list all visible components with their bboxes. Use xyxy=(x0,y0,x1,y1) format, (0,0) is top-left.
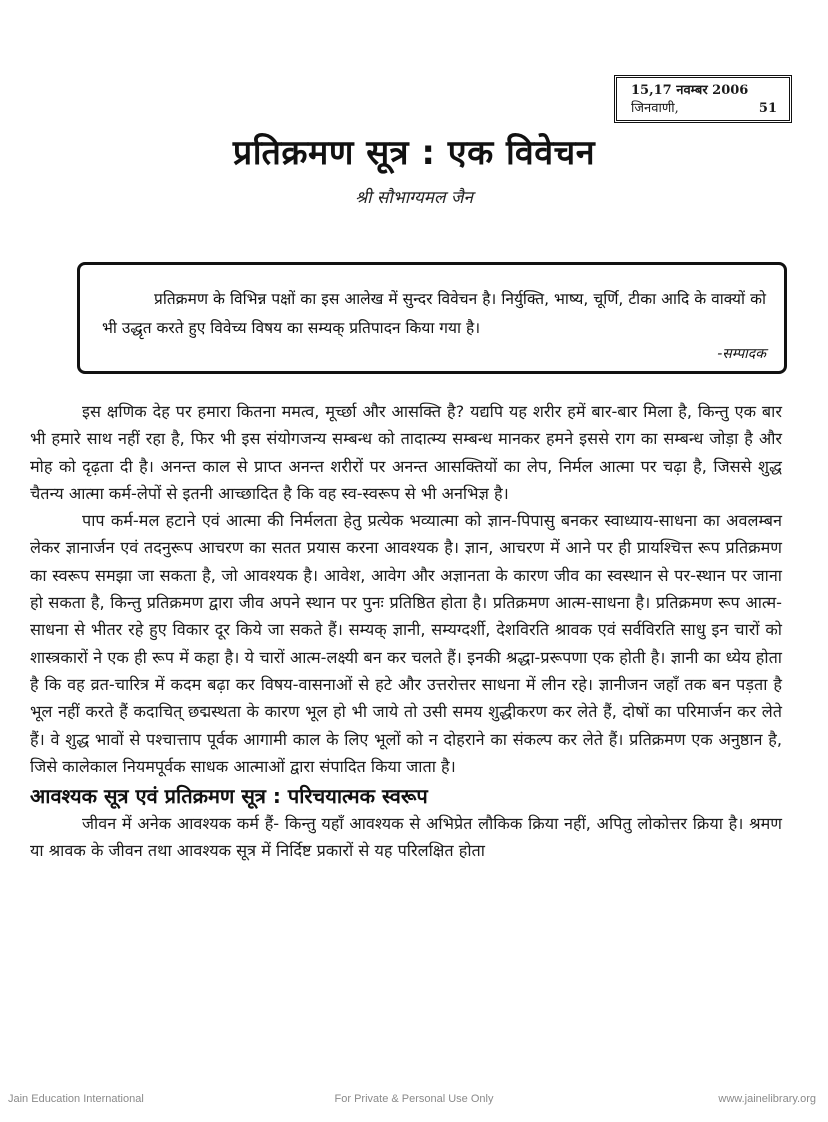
publication-name: जिनवाणी, xyxy=(631,101,679,116)
article-body xyxy=(30,398,782,865)
body-paragraph-1: इस क्षणिक देह पर हमारा कितना ममत्व, मूर्च्छा और आसक्ति है? यद्यपि यह शरीर हमें बार-बार मिला है, किन्तु एक बार भी हमारे साथ नहीं रहा है, फिर भी इस संयोगजन्य सम्बन्ध को तादात्म्य सम्बन्ध मानकर हमने इससे राग का सम्बन्ध जोड़ा है और मोह को दृढ़ता दी है। अनन्त काल से प्राप्त अनन्त शरीरों पर अनन्त आसक्तियों का लेप, निर्मल आत्मा पर चढ़ा है, जिससे शुद्ध चैतन्य आत्मा कर्म-लेपों से इतनी आच्छादित है कि वह स्व-स्वरूप से भी अनभिज्ञ है। xyxy=(30,402,782,503)
body-paragraph-2: पाप कर्म-मल हटाने एवं आत्मा की निर्मलता हेतु प्रत्येक भव्यात्मा को ज्ञान-पिपासु बनकर स्वाध्याय-साधना का अवलम्बन लेकर ज्ञानार्जन एवं तदनुरूप आचरण का सतत प्रयास करना आवश्यक है। ज्ञान, आचरण में आने पर ही प्रायश्चित्त रूप प्रतिक्रमण का स्वरूप समझा जा सकता है, जो आवश्यक है। आवेश, आवेग और अज्ञानता के कारण जीव का स्वस्थान से पर-स्थान पर जाना हो सकता है, किन्तु प्रतिक्रमण द्वारा जीव अपने स्थान पर पुनः प्रतिष्ठित होता है। प्रतिक्रमण आत्म-साधना है। प्रतिक्रमण रूप आत्म-साधना से भीतर रहे हुए विकार दूर किये जा सकते हैं। सम्यक् ज्ञानी, सम्यग्दर्शी, देशविरति श्रावक एवं सर्वविरति साधु इन चारों को शास्त्रकारों ने एक ही रूप में कहा है। ये चारों आत्म-लक्ष्यी बन कर चलते हैं। इनकी श्रद्धा-प्ररूपणा एक होती है। ज्ञानी का ध्येय होता है कि वह व्रत-चारित्र में कदम बढ़ा कर विषय-वासनाओं से हटे और उत्तरोत्तर साधना में लीन रहे। ज्ञानीजन जहाँ तक बन पड़ता है भूल नहीं करते हैं कदाचित् छद्मस्थता के कारण भूल हो भी जाये तो उसी समय शुद्धीकरण कर लेते हैं, दोषों का परिमार्जन कर लेते हैं। वे शुद्ध भावों से पश्चात्ताप पूर्वक आगामी काल के लिए भूलों को न दोहराने का संकल्प कर लेते हैं। प्रतिक्रमण एक अनुष्ठान है, जिसे कालेकाल नियमपूर्वक साधक आत्माओं द्वारा संपादित किया जाता है। xyxy=(30,511,782,776)
footer-website-link[interactable]: www.jainelibrary.org xyxy=(718,1093,816,1105)
page-footer xyxy=(0,1093,828,1113)
issue-header-box xyxy=(614,75,792,123)
article-title: प्रतिक्रमण सूत्र : एक विवेचन xyxy=(232,133,596,173)
publication-line xyxy=(631,100,781,118)
issue-date: 15,17 नवम्बर 2006 xyxy=(631,83,749,98)
editor-signature: -सम्पादक xyxy=(717,346,766,362)
section-paragraph: जीवन में अनेक आवश्यक कर्म हैं- किन्तु यहाँ आवश्यक से अभिप्रेत लौकिक क्रिया नहीं, अपितु लोकोत्तर क्रिया है। श्रमण या श्रावक के जीवन तथा आवश्यक सूत्र में निर्दिष्ट प्रकारों से यह परिलक्षित होता xyxy=(30,814,782,861)
footer-usage-note: For Private & Personal Use Only xyxy=(334,1093,494,1105)
footer-publisher: Jain Education International xyxy=(8,1093,144,1105)
page-number: 51 xyxy=(758,101,777,116)
article-author: श्री सौभाग्यमल जैन xyxy=(355,188,473,208)
section-heading: आवश्यक सूत्र एवं प्रतिक्रमण सूत्र : परिचयात्मक स्वरूप xyxy=(30,784,428,809)
editor-note-box xyxy=(77,262,787,374)
editor-note-text: प्रतिक्रमण के विभिन्न पक्षों का इस आलेख में सुन्दर विवेचन है। निर्युक्ति, भाष्य, चूर्णि, टीका आदि के वाक्यों को भी उद्धृत करते हुए विवेच्य विषय का सम्यक् प्रतिपादन किया गया है। xyxy=(102,290,766,337)
